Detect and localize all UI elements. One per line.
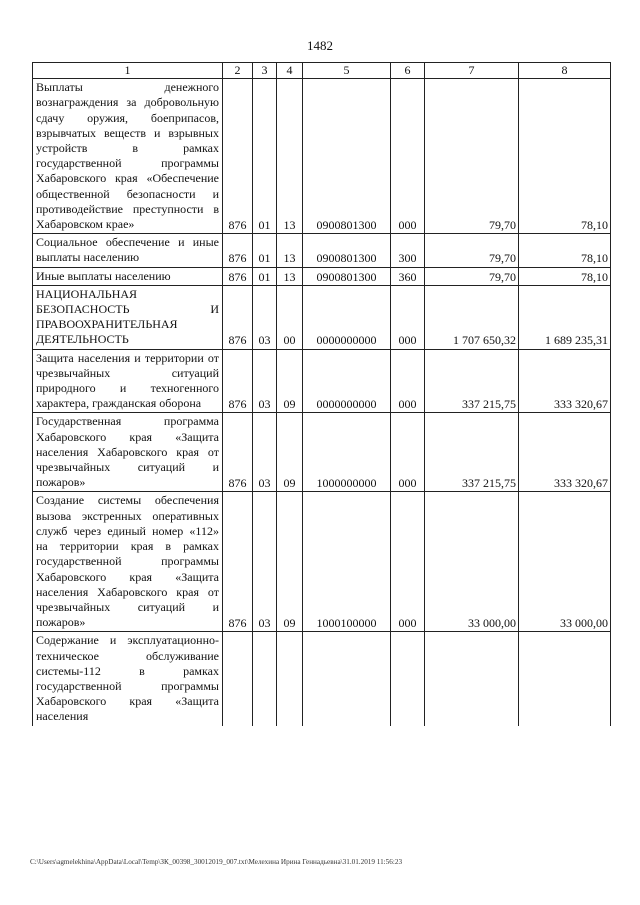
cell-section: 03	[253, 413, 277, 492]
cell-expense-type: 300	[391, 234, 425, 267]
cell-section: 01	[253, 79, 277, 234]
cell-expense-type: 000	[391, 79, 425, 234]
header-cell-5: 5	[303, 63, 391, 79]
header-cell-3: 3	[253, 63, 277, 79]
cell-expense-type: 000	[391, 413, 425, 492]
cell-amount-plan: 337 215,75	[425, 413, 519, 492]
table-row	[33, 234, 611, 267]
cell-amount-plan: 79,70	[425, 267, 519, 285]
cell-target-article	[303, 632, 391, 726]
table-row	[33, 349, 611, 413]
table-row	[33, 285, 611, 349]
cell-admin-code: 876	[223, 285, 253, 349]
table-row	[33, 267, 611, 285]
cell-subsection: 13	[277, 267, 303, 285]
cell-admin-code: 876	[223, 413, 253, 492]
cell-amount-plan: 79,70	[425, 79, 519, 234]
cell-expense-type	[391, 632, 425, 726]
cell-admin-code: 876	[223, 267, 253, 285]
table-row	[33, 492, 611, 632]
table-row	[33, 79, 611, 234]
cell-subsection: 13	[277, 234, 303, 267]
cell-section: 01	[253, 234, 277, 267]
cell-amount-plan: 33 000,00	[425, 492, 519, 632]
row-description: Защита населения и территории от чрезвычайных ситуаций природного и техногенного характера, гражданская оборона	[33, 349, 223, 413]
cell-target-article: 0900801300	[303, 79, 391, 234]
cell-admin-code: 876	[223, 79, 253, 234]
row-description: Социальное обеспечение и иные выплаты населению	[33, 234, 223, 267]
cell-amount-actual: 78,10	[519, 79, 611, 234]
cell-amount-plan: 1 707 650,32	[425, 285, 519, 349]
row-description: Содержание и эксплуатационно-техническое обслуживание системы-112 в рамках государственной программы Хабаровского края «Защита населения	[33, 632, 223, 726]
cell-amount-actual: 333 320,67	[519, 349, 611, 413]
footer-file-path: C:\Users\agmelekhina\AppData\Local\Temp\ЗК_00398_30012019_007.txt\Мелехина Ирина Геннадьевна\31.01.2019 11:56:23	[30, 858, 403, 866]
cell-amount-actual	[519, 632, 611, 726]
header-cell-1: 1	[33, 63, 223, 79]
table-row	[33, 413, 611, 492]
cell-section: 01	[253, 267, 277, 285]
row-description: Иные выплаты населению	[33, 267, 223, 285]
cell-amount-actual: 78,10	[519, 234, 611, 267]
cell-section: 03	[253, 349, 277, 413]
cell-admin-code: 876	[223, 234, 253, 267]
row-description: Создание системы обеспечения вызова экстренных оперативных служб через единый номер «112» на территории края в рамках государственной программы Хабаровского края «Защита населения Хабаровского края от чрезвычайных ситуаций и пожаров»	[33, 492, 223, 632]
cell-section: 03	[253, 285, 277, 349]
cell-target-article: 0900801300	[303, 267, 391, 285]
cell-subsection: 13	[277, 79, 303, 234]
cell-amount-plan: 79,70	[425, 234, 519, 267]
cell-amount-actual: 333 320,67	[519, 413, 611, 492]
cell-admin-code: 876	[223, 349, 253, 413]
header-cell-4: 4	[277, 63, 303, 79]
cell-amount-plan	[425, 632, 519, 726]
table-row-continued	[33, 632, 611, 726]
cell-subsection: 09	[277, 413, 303, 492]
header-cell-6: 6	[391, 63, 425, 79]
cell-amount-plan: 337 215,75	[425, 349, 519, 413]
cell-expense-type: 360	[391, 267, 425, 285]
header-cell-2: 2	[223, 63, 253, 79]
cell-subsection	[277, 632, 303, 726]
cell-expense-type: 000	[391, 349, 425, 413]
cell-target-article: 0000000000	[303, 349, 391, 413]
row-description: Государственная программа Хабаровского края «Защита населения Хабаровского края от чрезвычайных ситуаций и пожаров»	[33, 413, 223, 492]
cell-subsection: 00	[277, 285, 303, 349]
header-cell-8: 8	[519, 63, 611, 79]
cell-section: 03	[253, 492, 277, 632]
cell-amount-actual: 33 000,00	[519, 492, 611, 632]
cell-target-article: 1000000000	[303, 413, 391, 492]
cell-target-article: 1000100000	[303, 492, 391, 632]
cell-section	[253, 632, 277, 726]
header-cell-7: 7	[425, 63, 519, 79]
cell-amount-actual: 1 689 235,31	[519, 285, 611, 349]
cell-admin-code	[223, 632, 253, 726]
cell-expense-type: 000	[391, 285, 425, 349]
cell-target-article: 0000000000	[303, 285, 391, 349]
cell-admin-code: 876	[223, 492, 253, 632]
row-description: НАЦИОНАЛЬНАЯ БЕЗОПАСНОСТЬ И ПРАВООХРАНИТЕЛЬНАЯ ДЕЯТЕЛЬНОСТЬ	[33, 285, 223, 349]
cell-expense-type: 000	[391, 492, 425, 632]
cell-amount-actual: 78,10	[519, 267, 611, 285]
table-header-row	[33, 63, 611, 79]
cell-subsection: 09	[277, 349, 303, 413]
budget-table	[32, 62, 611, 726]
cell-target-article: 0900801300	[303, 234, 391, 267]
row-description: Выплаты денежного вознаграждения за добровольную сдачу оружия, боеприпасов, взрывчатых веществ и взрывных устройств в рамках государственной программы Хабаровского края «Обеспечение общественной безопасности и противодействие преступности в Хабаровском крае»	[33, 79, 223, 234]
cell-subsection: 09	[277, 492, 303, 632]
page-number: 1482	[307, 38, 333, 53]
